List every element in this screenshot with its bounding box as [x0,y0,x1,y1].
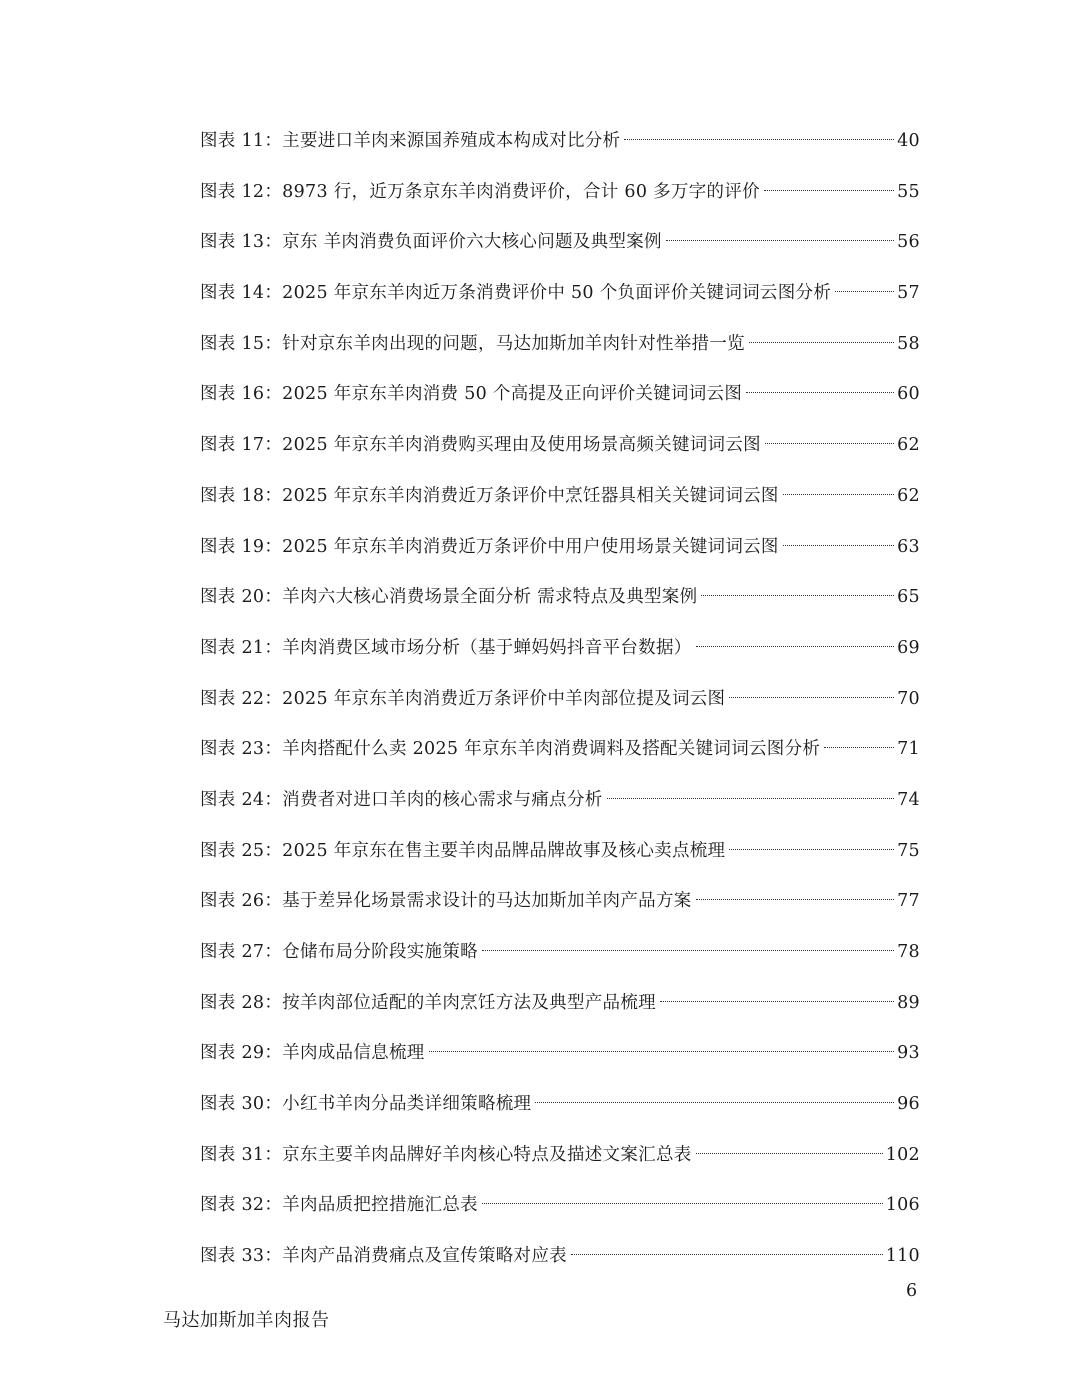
toc-entry-title: 2025 年京东羊肉消费近万条评价中烹饪器具相关关键词词云图 [282,485,779,506]
toc-entry-title: 消费者对进口羊肉的核心需求与痛点分析 [282,789,603,810]
toc-entry-page: 106 [885,1195,920,1216]
toc-entry-label: 图表 31： [200,1144,283,1165]
toc-entry-title: 羊肉产品消费痛点及宣传策略对应表 [282,1246,567,1267]
dot-leader [764,190,894,191]
toc-entry[interactable] [200,428,920,479]
toc-entry-label: 图表 33： [200,1246,283,1267]
toc-entry[interactable] [200,1239,920,1290]
dot-leader [429,1051,895,1052]
toc-entry-title: 京东 羊肉消费负面评价六大核心问题及典型案例 [282,232,662,253]
toc-entry-page: 63 [897,536,920,557]
toc-entry-title: 2025 年京东羊肉消费近万条评价中羊肉部位提及词云图 [282,688,726,709]
dot-leader [696,899,895,900]
toc-entry[interactable] [200,1087,920,1138]
toc-entry-label: 图表 17： [200,435,283,456]
toc-entry-label: 图表 32： [200,1195,283,1216]
toc-entry-title: 京东主要羊肉品牌好羊肉核心特点及描述文案汇总表 [282,1144,692,1165]
toc-entry[interactable] [200,1036,920,1087]
toc-entry[interactable] [200,580,920,631]
toc-entry-label: 图表 13： [200,232,283,253]
toc-entry[interactable] [200,276,920,327]
toc-entry-page: 69 [897,637,920,658]
dot-leader [729,697,894,698]
report-title: 马达加斯加羊肉报告 [163,1310,330,1331]
toc-entry-title: 2025 年京东羊肉消费近万条评价中用户使用场景关键词词云图 [282,536,779,557]
table-of-figures [200,124,920,1290]
toc-entry[interactable] [200,986,920,1037]
dot-leader [624,139,894,140]
toc-entry-label: 图表 12： [200,181,283,202]
toc-entry-title: 针对京东羊肉出现的问题，马达加斯加羊肉针对性举措一览 [282,333,745,354]
toc-entry-label: 图表 30： [200,1094,283,1115]
dot-leader [607,798,895,799]
toc-entry-label: 图表 15： [200,333,283,354]
dot-leader [482,950,894,951]
toc-entry-label: 图表 25： [200,840,283,861]
toc-entry-page: 77 [897,891,920,912]
toc-entry-title: 8973 行，近万条京东羊肉消费评价，合计 60 多万字的评价 [282,181,760,202]
toc-entry-page: 75 [897,840,920,861]
dot-leader [571,1254,883,1255]
toc-entry-title: 2025 年京东在售主要羊肉品牌品牌故事及核心卖点梳理 [282,840,726,861]
toc-entry-page: 78 [897,942,920,962]
toc-entry-label: 图表 22： [200,688,283,709]
dot-leader [835,291,894,292]
page-number: 6 [906,1281,918,1301]
toc-entry-page: 55 [897,181,920,202]
toc-entry-page: 93 [897,1043,920,1064]
toc-entry[interactable] [200,225,920,276]
toc-entry-title: 按羊肉部位适配的羊肉烹饪方法及典型产品梳理 [282,992,656,1013]
toc-entry-page: 71 [897,739,920,760]
dot-leader [765,443,894,444]
toc-entry-label: 图表 28： [200,992,283,1013]
toc-entry-page: 62 [897,435,920,456]
toc-entry[interactable] [200,834,920,885]
dot-leader [783,545,894,546]
toc-entry-label: 图表 23： [200,739,283,760]
toc-entry-title: 羊肉品质把控措施汇总表 [282,1195,478,1216]
toc-entry-page: 89 [897,992,920,1013]
toc-entry-page: 96 [897,1094,920,1115]
toc-entry[interactable] [200,327,920,378]
dot-leader [701,595,894,596]
toc-entry-page: 62 [897,485,920,506]
dot-leader [746,392,894,393]
toc-entry[interactable] [200,479,920,530]
toc-entry[interactable] [200,682,920,733]
toc-entry-label: 图表 26： [200,891,283,912]
toc-entry-title: 羊肉成品信息梳理 [282,1043,425,1064]
toc-entry-page: 74 [897,789,920,810]
toc-entry-title: 小红书羊肉分品类详细策略梳理 [282,1094,532,1115]
toc-entry-title: 2025 年京东羊肉消费购买理由及使用场景高频关键词词云图 [282,435,761,456]
toc-entry[interactable] [200,377,920,428]
dot-leader [729,849,894,850]
toc-entry-page: 70 [897,688,920,709]
toc-entry-title: 基于差异化场景需求设计的马达加斯加羊肉产品方案 [282,891,692,912]
toc-entry-title: 主要进口羊肉来源国养殖成本构成对比分析 [282,131,621,151]
toc-entry-page: 58 [897,333,920,354]
toc-entry-page: 65 [897,587,920,608]
toc-entry-page: 102 [885,1144,920,1165]
toc-entry[interactable] [200,935,920,986]
dot-leader [783,494,894,495]
toc-entry-page: 40 [897,131,920,151]
toc-entry-label: 图表 18： [200,485,283,506]
toc-entry[interactable] [200,732,920,783]
toc-entry-title: 仓储布局分阶段实施策略 [282,942,478,962]
toc-entry[interactable] [200,631,920,682]
toc-entry[interactable] [200,530,920,581]
toc-entry-label: 图表 14： [200,283,283,304]
dot-leader [824,747,894,748]
toc-entry[interactable] [200,783,920,834]
dot-leader [696,1153,883,1154]
toc-entry-page: 57 [897,283,920,304]
toc-entry-title: 羊肉搭配什么卖 2025 年京东羊肉消费调料及搭配关键词词云图分析 [282,739,821,760]
toc-entry-label: 图表 20： [200,587,283,608]
toc-entry-label: 图表 24： [200,789,283,810]
toc-entry[interactable] [200,175,920,226]
toc-entry[interactable] [200,884,920,935]
dot-leader [660,1001,894,1002]
dot-leader [535,1102,894,1103]
toc-entry-page: 60 [897,384,920,405]
toc-entry-page: 56 [897,232,920,253]
toc-entry[interactable] [200,1138,920,1189]
dot-leader [666,240,894,241]
toc-entry-title: 羊肉六大核心消费场景全面分析 需求特点及典型案例 [282,587,698,608]
toc-entry-label: 图表 21： [200,637,283,658]
toc-entry-label: 图表 11： [200,131,283,151]
dot-leader [749,342,894,343]
toc-entry-page: 110 [885,1246,920,1267]
dot-leader [696,646,895,647]
toc-entry-title: 羊肉消费区域市场分析（基于蝉妈妈抖音平台数据） [282,637,692,658]
toc-entry[interactable] [200,124,920,175]
toc-entry-label: 图表 29： [200,1043,283,1064]
toc-entry[interactable] [200,1188,920,1239]
toc-entry-title: 2025 年京东羊肉近万条消费评价中 50 个负面评价关键词词云图分析 [282,283,832,304]
toc-entry-label: 图表 19： [200,536,283,557]
toc-entry-label: 图表 27： [200,942,283,962]
toc-entry-title: 2025 年京东羊肉消费 50 个高提及正向评价关键词词云图 [282,384,743,405]
dot-leader [482,1203,883,1204]
toc-entry-label: 图表 16： [200,384,283,405]
